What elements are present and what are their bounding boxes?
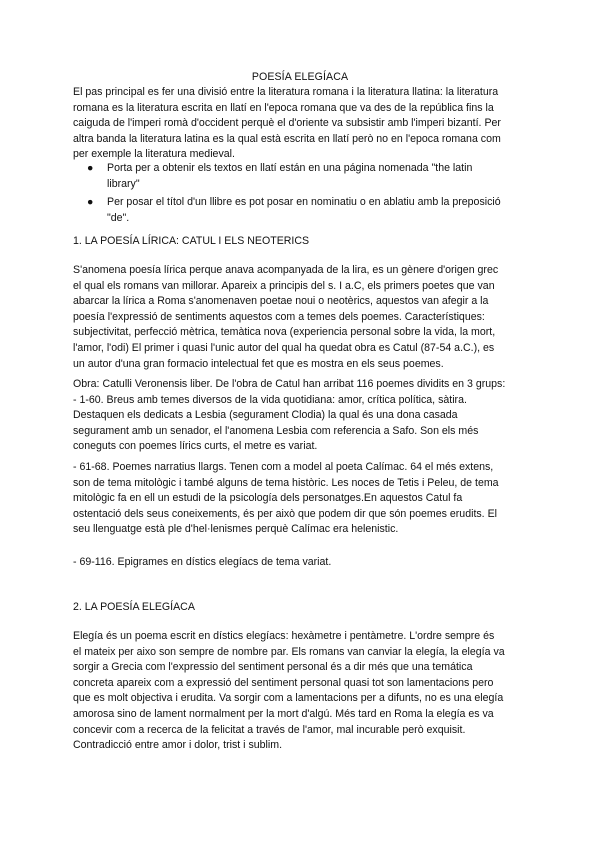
text-line: ostentació dels seus coneixements, és per això que podem dir que són poemes erudits. El xyxy=(73,507,497,520)
text-line: El pas principal es fer una divisió entre la literatura romana i la literatura llatina: la literatura xyxy=(73,86,499,98)
text-line: segurament amb un senador, el l'anomena Lesbia com referencia a Safo. Son els més xyxy=(73,424,479,437)
text-line: - 69-116. Epigrames en dístics elegíacs de tema variat. xyxy=(73,556,332,568)
bullet-list xyxy=(73,161,533,229)
list-item xyxy=(73,195,533,226)
text-line: amorosa sino de lament normalment per la mort d'algú. Més tard en Roma la elegía es va xyxy=(73,707,494,720)
text-line: abarcar la lírica a Roma s'anomenaven poetae noui o neotèrics, aquestos van afegir a la xyxy=(73,295,489,308)
text-line: Contradicció entre amor i dolor, trist i sublim. xyxy=(73,739,283,752)
section1-paragraph-2 xyxy=(73,377,531,455)
text-line: concevir com a recerca de la felicitat a través de l'amor, mal incurable però exquisit. xyxy=(73,723,466,736)
text-line: caiguda de l'imperi romà d'occident perquè el d'oriente va subsistir amb l'imperi bizantí. Per xyxy=(73,117,501,130)
document-title: POESÍA ELEGÍACA xyxy=(251,71,349,83)
text-line: seu llenguatge està ple d'hel·lenismes perquè Calímac era helenistic. xyxy=(73,523,399,536)
text-line: son de tema mitològic i també alguns de tema històric. Les noces de Tetis i Peleu, de tema xyxy=(73,476,499,489)
text-line: altra banda la literatura latina es la qual està escrita en llatí però no en l'epoca romana com xyxy=(73,132,501,145)
section2-paragraph-1 xyxy=(73,629,531,754)
text-line: Porta per a obtenir els textos en llatí están en una página nomenada "the latin xyxy=(107,162,473,174)
text-line: mitològic fa en ell un estudi de la psicología dels personatges.En aquestos Catul fa xyxy=(73,492,463,505)
text-line: coneguts con poemes lírics curts, el metre es variat. xyxy=(73,440,318,453)
text-line: - 1-60. Breus amb temes diversos de la vida quotidiana: amor, crítica política, sàtira. xyxy=(73,393,467,406)
text-line: Destaquen els dedicats a Lesbia (segurament Clodia) la qual és una dona casada xyxy=(73,409,458,422)
bullet-icon: ● xyxy=(87,162,94,174)
text-line: romana es la literatura escrita en llatí en l'epoca romana que va des de la república fins la xyxy=(73,101,494,114)
text-line: per exemple la literatura medieval. xyxy=(73,148,235,161)
text-line: l'amor, l'odi) El primer i quasi l'unic autor del qual ha quedat obra es Catul (87-54 a.C.), es xyxy=(73,341,495,354)
text-line: poesía l'expressió de sentiments aquestos com a temes dels poemes. Característiques: xyxy=(73,310,485,323)
section1-paragraph-3 xyxy=(73,460,531,538)
section-heading-elegiaca: 2. LA POESÍA ELEGÍACA xyxy=(73,601,195,613)
text-line: library" xyxy=(107,177,140,190)
text-line: subjectivitat, perfecció mètrica, temàtica nova (experiencia personal sobre la vida, la mort, xyxy=(73,326,496,339)
text-line: concreta apareix com a expressió del sentiment personal quasi tot son lamentacions pero xyxy=(73,676,494,689)
text-line: que es molt objectiva i erudita. Va sorgir com a lamentacions per a difunts, no es una elegía xyxy=(73,692,504,705)
text-line: Obra: Catulli Veronensis liber. De l'obra de Catul han arribat 116 poemes dividits en 3 grups: xyxy=(73,378,506,390)
text-line: un autor d'una gran formacio intelectual fet que es mostra en els seus poemes. xyxy=(73,357,444,370)
intro-paragraph xyxy=(73,85,531,163)
text-line: S'anomena poesía lírica perque anava acompanyada de la lira, es un gènere d'origen grec xyxy=(73,264,499,276)
text-line: "de". xyxy=(107,211,130,224)
text-line: sorgir a Grecia com l'expressio del sentiment personal és a dir més que una temática xyxy=(73,661,473,674)
text-line: el mateix per aixo son sempre de nombre par. Els romans van canviar la elegía, la elegía va xyxy=(73,645,505,658)
text-line: Elegía és un poema escrit en dístics elegíacs: hexàmetre i pentàmetre. L'ordre sempre és xyxy=(73,630,495,642)
bullet-icon: ● xyxy=(87,196,94,209)
text-line: Per posar el títol d'un llibre es pot posar en nominatiu o en ablatiu amb la preposició xyxy=(107,196,501,209)
list-item xyxy=(73,161,533,192)
section1-paragraph-4 xyxy=(73,555,531,571)
section-heading-lirica: 1. LA POESÍA LÍRICA: CATUL I ELS NEOTERICS xyxy=(73,235,310,247)
text-line: - 61-68. Poemes narratius llargs. Tenen com a model al poeta Calímac. 64 el més extens, xyxy=(73,461,494,473)
section1-paragraph-1 xyxy=(73,263,531,372)
text-line: el qual els romans van millorar. Apareix a principis del s. I a.C, els primers poetes que van xyxy=(73,279,495,292)
